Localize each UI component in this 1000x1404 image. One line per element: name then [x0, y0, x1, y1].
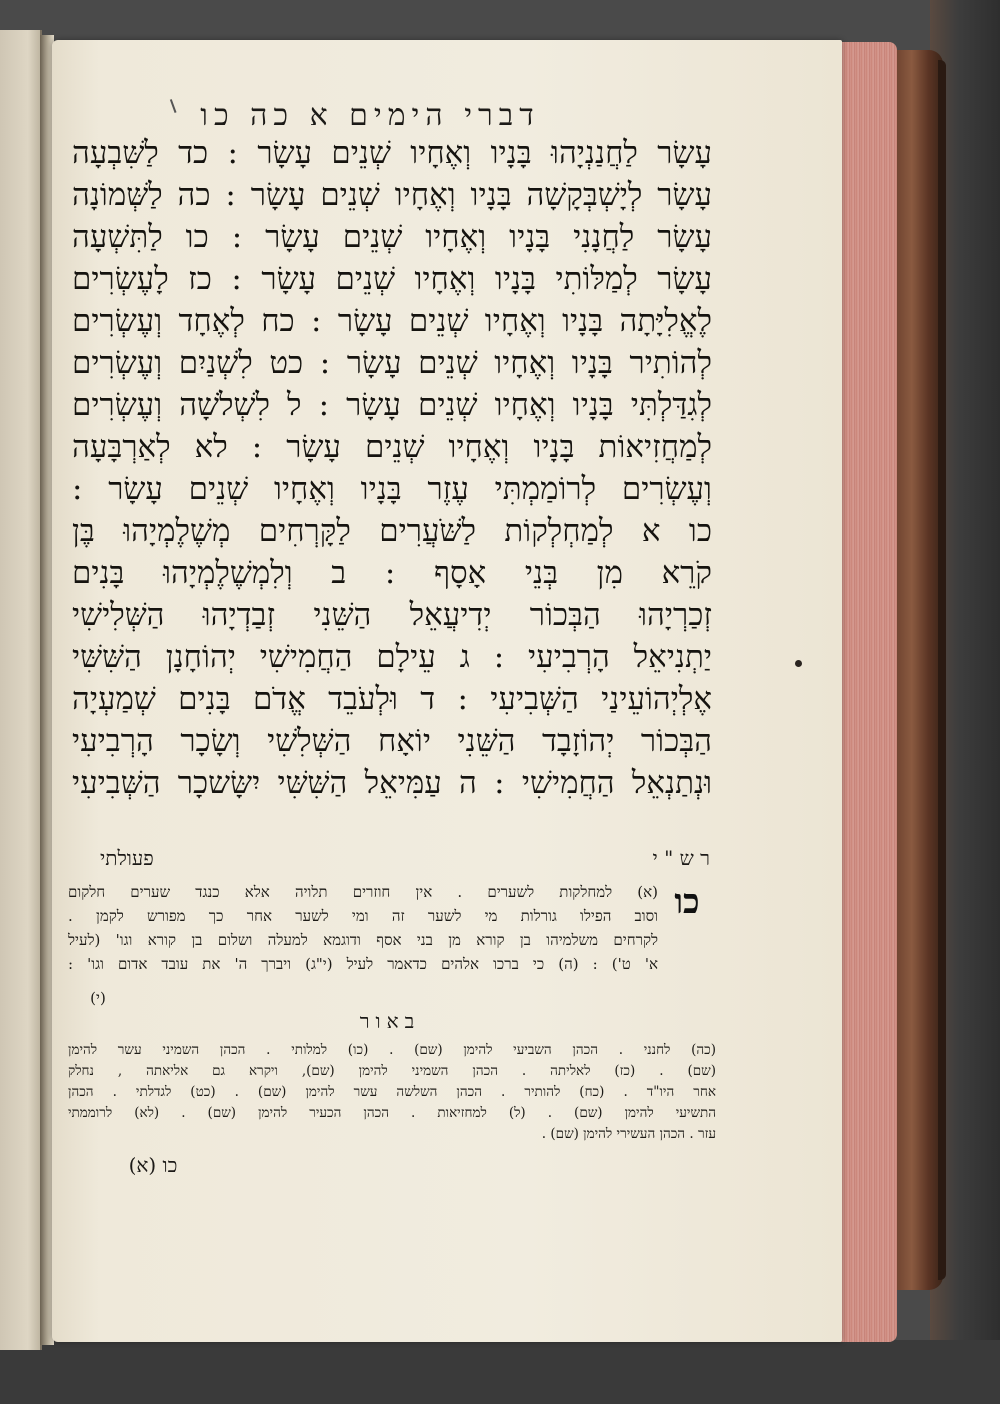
page-fore-edge	[835, 42, 897, 1342]
catchword: כו (א)	[128, 1153, 178, 1177]
background-bottom	[0, 1340, 1000, 1404]
binding-edge	[938, 60, 946, 1280]
main-text-line: לֶאֱלִיָּתָה בָּנָיו וְאֶחָיו שְׁנֵים עָשָׂר : כח לְאֶחָד וְעֶשְׂרִים	[72, 303, 712, 339]
biur-line: עזר . הכהן העשירי להימן (שם) .	[541, 1126, 716, 1142]
main-text-line: אֶלְיְהוֹעֵינַי הַשְּׁבִיעִי : ד וּלְעֹבֵד אֱדֹם בָּנִים שְׁמַעְיָה	[72, 681, 712, 717]
biur-heading: באור	[359, 1009, 421, 1033]
main-text-line: עָשָׂר לְיָשְׁבְּקָשָׁה בָּנָיו וְאֶחָיו שְׁנֵים עָשָׂר : כה לַשְּׁמוֹנָה	[72, 177, 712, 213]
main-text-line: הַבְּכוֹר יְהוֹזָבָד הַשֵּׁנִי יוֹאָח הַשְּׁלִשִׁי וְשָׂכָר הָרְבִיעִי	[72, 723, 712, 759]
main-text-line: לְגִדַּלְתִּי בָּנָיו וְאֶחָיו שְׁנֵים עָשָׂר : ל לִשְׁלֹשָׁה וְעֶשְׂרִים	[72, 387, 712, 423]
main-text-line: לְמַחֲזִיאוֹת בָּנָיו וְאֶחָיו שְׁנֵים עָשָׂר : לא לְאַרְבָּעָה	[72, 429, 712, 465]
biur-line: (שם) . (כז) לאליתה . הכהן השמיני להימן (שם), ויקרא גם אליאתה , נחלק	[68, 1063, 716, 1079]
main-text-line: עָשָׂר לַחֲנָנִי בָּנָיו וְאֶחָיו שְׁנֵים עָשָׂר : כו לַתִּשְׁעָה	[72, 219, 712, 255]
left-page-edge	[0, 30, 42, 1350]
biur-line: (כה) לחנני . הכהן השביעי להימן (שם) . (כו) למלותי . הכהן השמיני עשר להימן	[68, 1042, 716, 1058]
main-text-line: כו א לְמַחְלְקוֹת לַשֹּׁעֲרִים לַקָּרְחִים מְשֶׁלֶמְיָהוּ בֶּן	[72, 513, 712, 549]
biur-line: התשיעי להימן (שם) . (ל) למחזיאות . הכהן הכעיר להימן (שם) . (לא) לרוממתי	[68, 1105, 716, 1121]
main-text-line: לְהוֹתִיר בָּנָיו וְאֶחָיו שְׁנֵים עָשָׂר : כט לִשְׁנַיִם וְעֶשְׂרִים	[72, 345, 712, 381]
main-text-line: עָשָׂר לְמַלּוֹתִי בָּנָיו וְאֶחָיו שְׁנֵים עָשָׂר : כז לָעֶשְׂרִים	[72, 261, 712, 297]
book-binding	[895, 50, 943, 1290]
running-head: דברי הימים א כה כו	[200, 98, 540, 133]
commentary-line: לקרחים משלמיהו בן קורא מן בני אסף ודוגמא למעלה ושלום בן קורא וגו' (לעיל	[68, 931, 658, 949]
main-text-line: וְעֶשְׂרִים לְרוֹמַמְתִּי עֶזֶר בָּנָיו וְאֶחָיו שְׁנֵים עָשָׂר :	[72, 471, 712, 507]
commentary-tail: (י)	[90, 989, 106, 1007]
main-text-line: וּנְתַנְאֵל הַחֲמִישִׁי : ה עַמִּיאֵל הַשִּׁשִּׁי יִשָּׂשכָר הַשְּׁבִיעִי	[72, 765, 712, 801]
biur-commentary	[68, 1040, 716, 1150]
commentary-label-row	[100, 843, 710, 873]
rashi-label: ר ש " י	[652, 846, 710, 870]
commentary-line: וסוב הפילו גורלות מי לשער זה ומי לשער אחר כך מפורש לקמן .	[68, 907, 658, 925]
main-text-line: קֹרֵא מִן בְּנֵי אָסָף : ב וְלִמְשֶׁלֶמְיָהוּ בָּנִים	[72, 555, 712, 591]
rashi-commentary	[68, 880, 658, 1000]
chapter-mark: כו	[674, 882, 700, 922]
main-text-block	[72, 132, 712, 842]
main-text-line: עָשָׂר לַחֲנַנְיָהוּ בָּנָיו וְאֶחָיו שְׁנֵים עָשָׂר : כד לַשִּׁבְעָה	[72, 135, 712, 171]
main-text-line: זְכַרְיָהוּ הַבְּכוֹר יְדִיעֲאֵל הַשֵּׁנִי זְבַדְיָהוּ הַשְּׁלִישִׁי	[72, 597, 712, 633]
catchword-top: פעולתי	[100, 846, 154, 870]
ink-speck	[795, 660, 802, 667]
commentary-line: (א) למחלקות לשערים . אין חוזרים תלויה אלא כנגד שערים חלקום	[68, 883, 658, 901]
biur-line: אחר היו"ד . (כח) להותיר . הכהן השלשה עשר להימן (שם) . (כט) לגדלתי . הכהן	[68, 1084, 716, 1100]
main-text-line: יַתְנִיאֵל הָרְבִיעִי : ג עֵילָם הַחֲמִישִׁי יְהוֹחָנָן הַשִּׁשִּׁי	[72, 639, 712, 675]
commentary-line: א' ט') : (ה) כי ברכו אלהים כדאמר לעיל (י"ג) ויברך ה' את עובד אדום וגו' :	[68, 955, 658, 973]
